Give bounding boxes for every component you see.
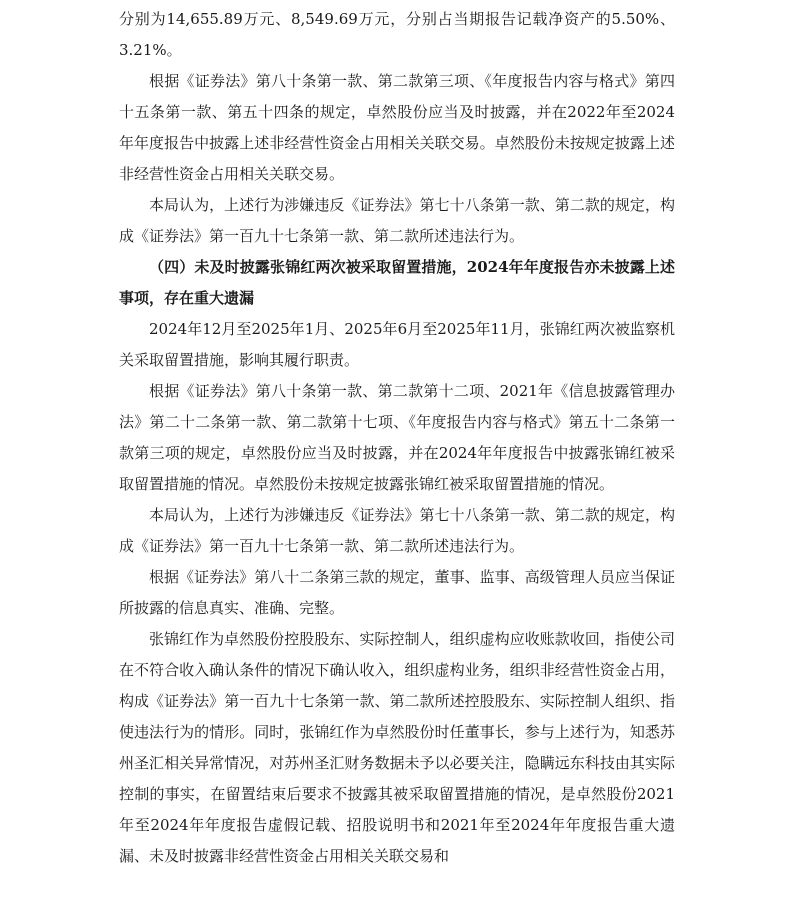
paragraph: 根据《证券法》第八十条第一款、第二款第十二项、2021年《信息披露管理办法》第二十二条第一款、第二款第十七项、《年度报告内容与格式》第五十二条第一款第三项的规定，卓然股份应当及时披露，并在2024年年度报告中披露张锦红被采取留置措施的情况。卓然股份未按规定披露张锦红被采取留置措施的情况。	[119, 382, 675, 493]
paragraph: 2024年12月至2025年1月、2025年6月至2025年11月，张锦红两次被监察机关采取留置措施，影响其履行职责。	[119, 320, 675, 369]
paragraph: 张锦红作为卓然股份控股股东、实际控制人，组织虚构应收账款收回，指使公司在不符合收入确认条件的情况下确认收入，组织虚构业务，组织非经营性资金占用，构成《证券法》第一百九十七条第一款、第二款所述控股股东、实际控制人组织、指使违法行为的情形。同时，张锦红作为卓然股份时任董事长，参与上述行为，知悉苏州圣汇相关异常情况，对苏州圣汇财务数据未予以必要关注，隐瞒远东科技由其实际控制的事实，在留置结束后要求不披露其被采取留置措施的情况，是卓然股份2021年至2024年年度报告虚假记载、招股说明书和2021年至2024年年度报告重大遗漏、未及时披露非经营性资金占用相关关联交易和	[119, 630, 675, 865]
paragraph: 本局认为，上述行为涉嫌违反《证券法》第七十八条第一款、第二款的规定，构成《证券法》第一百九十七条第一款、第二款所述违法行为。	[119, 196, 675, 245]
paragraph: 根据《证券法》第八十条第一款、第二款第三项、《年度报告内容与格式》第四十五条第一款、第五十四条的规定，卓然股份应当及时披露，并在2022年至2024年年度报告中披露上述非经营性资金占用相关关联交易。卓然股份未按规定披露上述非经营性资金占用相关关联交易。	[119, 72, 675, 183]
document-body	[119, 4, 675, 872]
paragraph-continuation: 分别为14,655.89万元、8,549.69万元，分别占当期报告记载净资产的5.50%、3.21%。	[119, 10, 675, 59]
paragraph: 本局认为，上述行为涉嫌违反《证券法》第七十八条第一款、第二款的规定，构成《证券法》第一百九十七条第一款、第二款所述违法行为。	[119, 506, 675, 555]
paragraph: 根据《证券法》第八十二条第三款的规定，董事、监事、高级管理人员应当保证所披露的信息真实、准确、完整。	[119, 568, 675, 617]
section-heading: （四）未及时披露张锦红两次被采取留置措施，2024年年度报告亦未披露上述事项，存在重大遗漏	[119, 258, 675, 307]
